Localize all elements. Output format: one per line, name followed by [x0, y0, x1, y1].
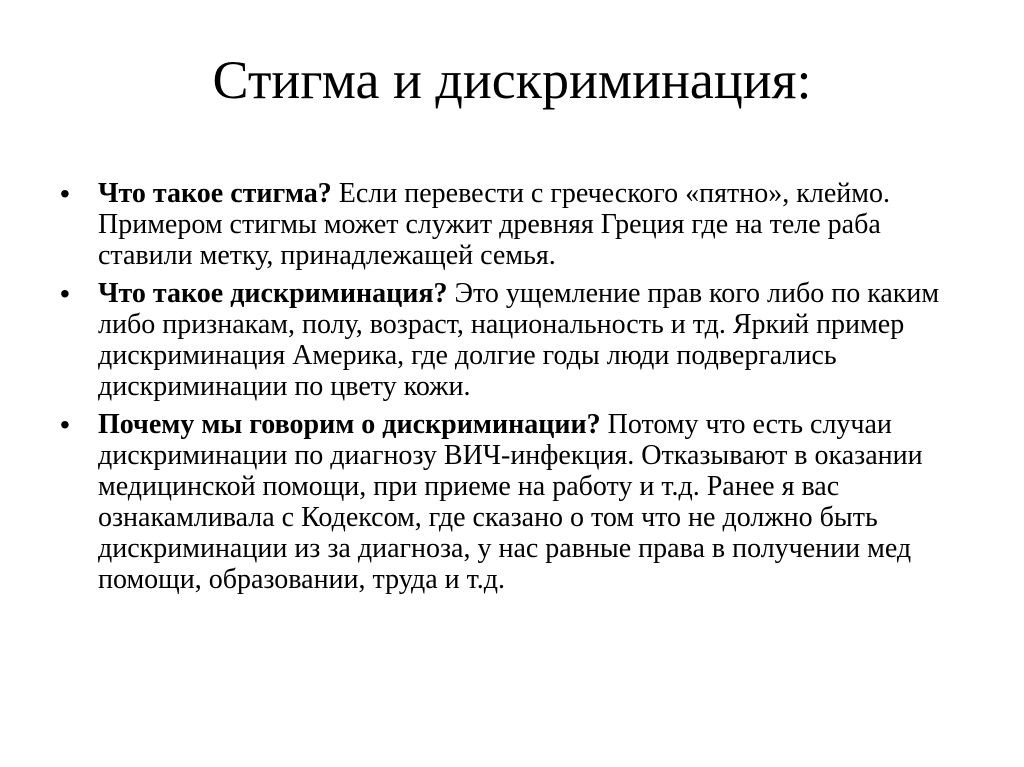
slide-title: Стигма и дискриминация: [212, 50, 812, 110]
bullet-item-why [60, 409, 965, 595]
bullet-list [60, 178, 965, 602]
bullet-icon: • [60, 409, 70, 440]
bullet-text: Это ущемление прав кого либо по каким либо признакам, полу, возраст, национальность и тд. Яркий пример дискриминация Америка, где долгие годы люди подвергались дискриминации по цвету кожи. [98, 278, 940, 402]
bullet-icon: • [60, 278, 70, 309]
bullet-question: Почему мы говорим о дискриминации? [98, 409, 601, 440]
bullet-question: Что такое стигма? [98, 178, 332, 209]
bullet-item-discrimination [60, 278, 965, 402]
bullet-question: Что такое дискриминация? [98, 278, 448, 309]
bullet-text: Потому что есть случаи дискриминации по диагнозу ВИЧ-инфекция. Отказывают в оказании медицинской помощи, при приеме на работу и т.д. Ранее я вас ознакамливала с Кодексом, где сказано о том что не должно быть дискриминации из за диагноза, у нас равные права в получении мед помощи, образовании, труда и т.д. [98, 409, 923, 595]
bullet-text: Если перевести с греческого «пятно», клеймо. Примером стигмы может служит древняя Греция где на теле раба ставили метку, принадлежащей семья. [98, 178, 890, 271]
bullet-icon: • [60, 178, 70, 209]
bullet-item-stigma [60, 178, 965, 271]
